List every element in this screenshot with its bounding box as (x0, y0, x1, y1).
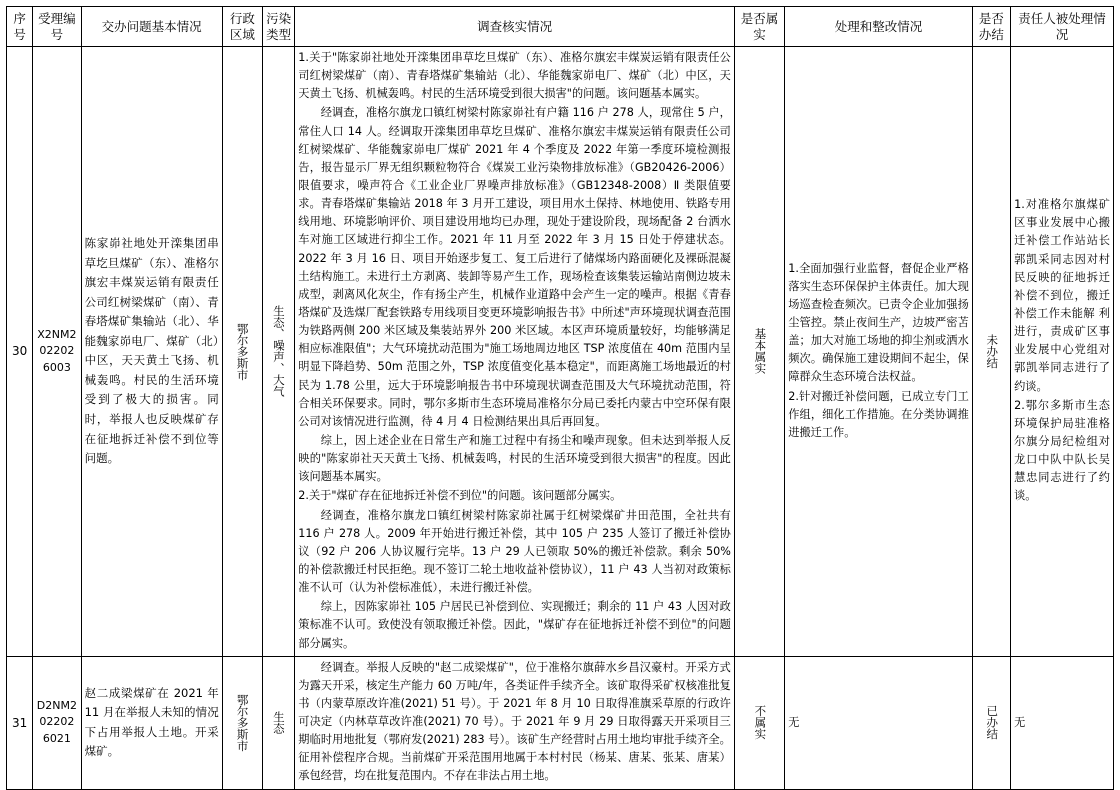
cell-basic-situation: 赵二成梁煤矿在 2021 年 11 月在举报人未知的情况下占用举报人土地。开采煤矿。 (81, 656, 222, 789)
col-header-seq: 序号 (7, 7, 33, 47)
cell-responsible (1011, 47, 1114, 657)
is-true-vertical-text: 基本属实 (753, 328, 768, 375)
col-header-survey: 调查核实情况 (295, 7, 735, 47)
is-true-vertical-text: 不属实 (753, 705, 768, 740)
cell-region (222, 656, 262, 789)
cell-handling (785, 47, 973, 657)
pollution-vertical-text: 生态、噪声、大气 (271, 305, 286, 398)
cell-survey (295, 656, 735, 789)
header-row (7, 7, 1114, 47)
cell-handling: 无 (785, 656, 973, 789)
survey-paragraph: 经调查。举报人反映的"赵二成梁煤矿"，位于准格尔旗薛水乡昌汉豪村。开采方式为露天开采，核定生产能力 60 万吨/年，各类证件手续齐全。该矿取得采矿权核准批复书（内蒙草原改许准(2021) 51 号）。于 2021 年 8 月 10 日取得准旗采草原的行政许可决定（内林草草改许准(2021) 70 号）。于 2021 年 9 月 29 日取得露天开采项目三期临时用地批复（鄂府发(2021) 283 号）。该矿生产经营时占用土地均审批手续齐全。征用补偿程序合规。当前煤矿开采范围用地属于本村村民（杨某、唐某、张某、唐某）承包经营，均在批复范围内。不存在非法占用土地。 (298, 660, 731, 783)
cell-is-closed (972, 47, 1010, 657)
cell-code: D2NM2022026021 (33, 656, 81, 789)
table-body (7, 47, 1114, 790)
cell-basic-situation: 陈家峁社地处开滦集团串草圪旦煤矿（东）、准格尔旗宏丰煤炭运销有限责任公司红树梁煤矿（南）、青春塔煤矿集输站（北）、华能魏家峁电厂、煤矿（北）中区，天天黄土飞扬、机械轰鸣。村民的生活环境受到了极大的损害。同时，举报人也反映煤矿存在征地拆迁补偿不到位等问题。 (81, 47, 222, 657)
pollution-vertical-text: 生态 (271, 711, 286, 735)
col-header-handling: 处理和整改情况 (785, 7, 973, 47)
petition-handling-table (6, 6, 1114, 790)
cell-survey (295, 47, 735, 657)
responsible-paragraph: 2.鄂尔多斯市生态环境保护局驻准格尔旗分局纪检组对龙口中队中队长吴慧忠同志进行了约谈。 (1014, 398, 1110, 503)
table-row (7, 656, 1114, 789)
cell-responsible: 无 (1011, 656, 1114, 789)
cell-code: X2NM2022026003 (33, 47, 81, 657)
col-header-code: 受理编号 (33, 7, 81, 47)
cell-pollution-type (263, 656, 295, 789)
cell-region (222, 47, 262, 657)
cell-is-closed (972, 656, 1010, 789)
table-header (7, 7, 1114, 47)
region-vertical-text: 鄂尔多斯市 (235, 693, 250, 752)
survey-paragraph: 经调查，准格尔旗龙口镇红树梁村陈家峁社属于红树梁煤矿井田范围，全社共有 116 户 278 人。2009 年开始进行搬迁补偿，其中 105 户 235 人签订了搬迁补偿协议（92 户 206 人协议履行完毕。13 户 29 人已领取 50%的搬迁补偿款。剩余 50%的补偿款搬迁村民拒绝。现不签订二轮土地收益补偿协议），11 户 43 人当初对政策标准不认可（认为补偿标准低），未进行搬迁补偿。 (298, 508, 731, 595)
cell-is-true (734, 47, 784, 657)
col-header-basic: 交办问题基本情况 (81, 7, 222, 47)
handling-paragraph: 2.针对搬迁补偿问题，已成立专门工作组，细化工作措施。在分类协调推进搬迁工作。 (788, 389, 969, 439)
cell-seq: 31 (7, 656, 33, 789)
is-closed-vertical-text: 已办结 (985, 705, 1000, 740)
is-closed-vertical-text: 未办结 (985, 334, 1000, 369)
survey-paragraph: 1.关于"陈家峁社地处开滦集团串草圪旦煤矿（东）、准格尔旗宏丰煤炭运销有限责任公司红树梁煤矿（南）、青春塔煤矿集输站（北）、华能魏家峁电厂、煤矿（北）中区，天天黄土飞扬、机械轰鸣。村民的生活环境受到很大损害"的问题。该问题基本属实。 (298, 51, 731, 101)
cell-is-true (734, 656, 784, 789)
col-header-pollution-type: 污染类型 (263, 7, 295, 47)
table-row (7, 47, 1114, 657)
col-header-is-true: 是否属实 (734, 7, 784, 47)
col-header-is-closed: 是否办结 (972, 7, 1010, 47)
handling-paragraph: 1.全面加强行业监督，督促企业严格落实生态环保保护主体责任。加大现场巡查检查频次。已责令企业加强扬尘管控。禁止夜间生产，边坡严密苫盖；加大对施工场地的抑尘剂或洒水频次。确保施工建设期间不起尘，保障群众生态环境合法权益。 (788, 261, 969, 384)
survey-paragraph: 综上，因陈家峁社 105 户居民已补偿到位、实现搬迁；剩余的 11 户 43 人因对政策标准不认可。致使没有领取搬迁补偿。因此，"煤矿存在征地拆迁补偿不到位"的问题部分属实。 (298, 600, 731, 650)
cell-seq: 30 (7, 47, 33, 657)
col-header-region: 行政区域 (222, 7, 262, 47)
cell-pollution-type (263, 47, 295, 657)
responsible-paragraph: 1.对准格尔旗煤矿区事业发展中心搬迁补偿工作站站长郭凯采同志因对村民反映的征地拆迁补偿不到位，搬迁补偿工作未能解 利 进行，责成矿区事业发展中心党组对郭凯举同志进行了约谈。 (1014, 198, 1110, 393)
survey-paragraph: 综上，因上述企业在日常生产和施工过程中有扬尘和噪声现象。但未达到举报人反映的"陈家峁社天天黄土飞扬、机械轰鸣，村民的生活环境受到很大损害"的程度。因此该问题基本属实。 (298, 433, 731, 484)
region-vertical-text: 鄂尔多斯市 (235, 322, 250, 381)
survey-paragraph: 2.关于"煤矿存在征地拆迁补偿不到位"的问题。该问题部分属实。 (298, 489, 622, 503)
col-header-responsible: 责任人被处理情况 (1011, 7, 1114, 47)
survey-paragraph: 经调查，准格尔旗龙口镇红树梁村陈家峁社有户籍 116 户 278 人，现常住 5 户，常住人口 14 人。经调取开滦集团串草圪旦煤矿、准格尔旗宏丰煤炭运销有限责任公司红树梁煤矿、华能魏家峁电厂煤矿 2021 年 4 个季度及 2022 年第一季度环境检测报告，报告显示厂界无组织颗粒物符合《煤炭工业污染物排放标准》（GB20426-2006）限值要求，噪声符合《工业企业厂界噪声排放标准》（GB12348-2008）Ⅱ 类限值要求。青春塔煤矿集输站 2018 年 3 月开工建设，项目用水土保持、林地使用、铁路专用线用地、环境影响评价、项目建设用地均已办理，现处于建设阶段，现场配备 2 台洒水车对施工区域进行抑尘工作。2021 年 11 月至 2022 年 3 月 15 日处于停建状态。2022 年 3 月 16 日、项目开始逐步复工、复工后进行了储煤场内路面硬化及裸砾混凝土结构施工。未进行土方剥离、装卸等易产生工作，现场检查该集装运输站南侧边坡未成型，剥离风化灰尘，作有扬尘产生，机械作业道路中会产生一定的噪声。根据《青春塔煤矿及选煤厂配套铁路专用线项目变更环境影响报告书》中所述"声环境现状调查范围为铁路两侧 200 米区域及集装站界外 200 米区域。本区声环境质量较好，均能够满足相应标准限值"；大气环境扰动范围为"施工场地周边地区 TSP 浓度值在 40m 范围内呈明显下降趋势、50m 范围之外，TSP 浓度值变化基本稳定"，而距离施工场地最近的村民为 1.78 公里，远大于环境影响报告书中环境现状调查范围及大气环境扰动范围，符合相关环保要求。同时，鄂尔多斯市生态环境局准格尔分局已委托内蒙古中空环保有限公司对该情况进行监测，待 4 月 4 日检测结果出具后再回复。 (298, 106, 731, 428)
